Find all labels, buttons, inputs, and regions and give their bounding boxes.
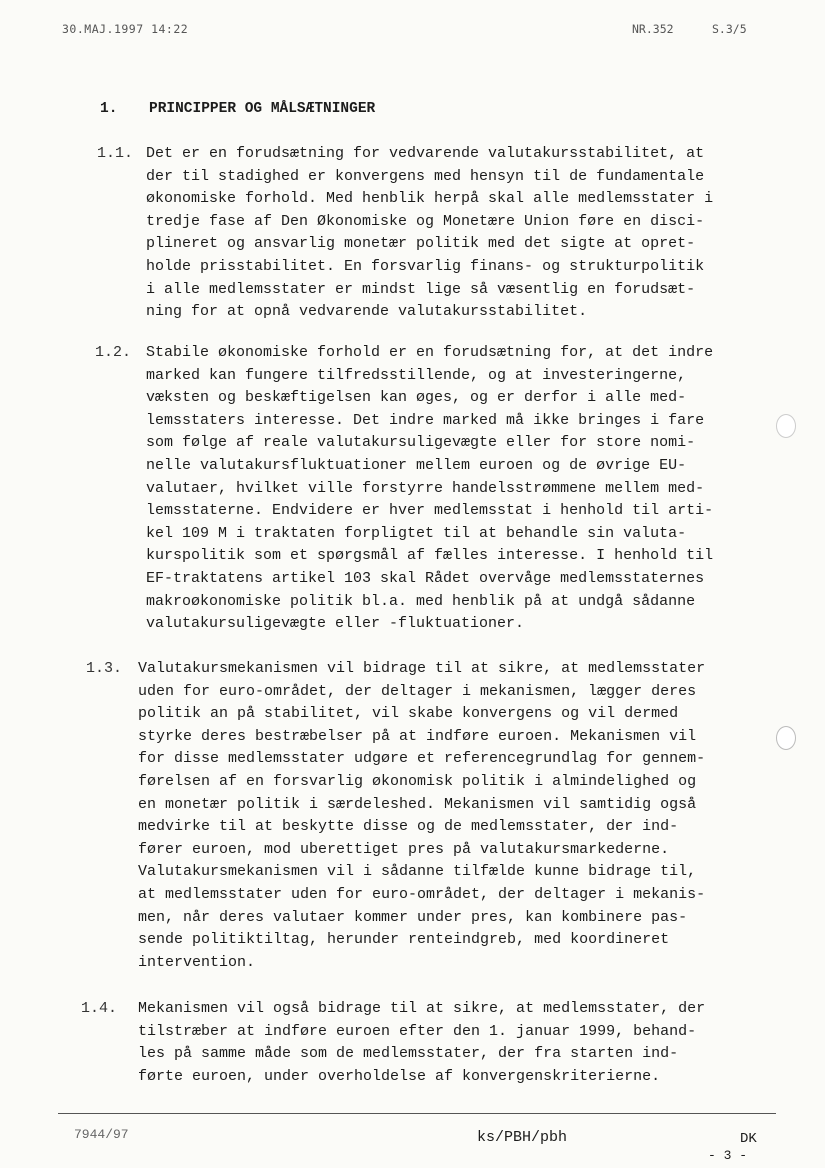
paragraph-1-2: [95, 342, 714, 636]
paragraph-line: økonomiske forhold. Med henblik herpå skal alle medlemsstater i: [146, 190, 714, 208]
paragraph-line: tilstræber at indføre euroen efter den 1. januar 1999, behand-: [138, 1022, 697, 1040]
section-title: PRINCIPPER OG MÅLSÆTNINGER: [149, 101, 376, 117]
paragraph-number: 1.4.: [81, 1000, 118, 1017]
paragraph-line: fører euroen, mod uberettiget pres på valutakursmarkederne.: [138, 840, 670, 858]
paragraph-line: les på samme måde som de medlemsstater, der fra starten ind-: [138, 1045, 679, 1063]
paragraph-line: nelle valutakursfluktuationer mellem euroen og de øvrige EU-: [146, 456, 687, 474]
paragraph-line: marked kan fungere tilfredsstillende, og at investeringerne,: [146, 366, 687, 384]
paragraph-line: tredje fase af Den Økonomiske og Monetære Union føre en disci-: [146, 212, 705, 230]
paragraph-line: i alle medlemsstater er mindst lige så væsentlig en forudsæt-: [146, 280, 696, 298]
paragraph-line: Det er en forudsætning for vedvarende valutakursstabilitet, at: [146, 145, 705, 162]
paragraph-line: medvirke til at beskytte disse og de medlemsstater, der ind-: [138, 818, 679, 836]
fax-page: S.3/5: [712, 22, 747, 36]
paragraph-1-1: [97, 143, 714, 324]
paragraph-line: væksten og beskæftigelsen kan øges, og er derfor i alle med-: [146, 389, 687, 407]
fax-header: [0, 22, 825, 42]
footer-divider: [58, 1113, 776, 1114]
paragraph-line: kurspolitik som et spørgsmål af fælles interesse. I henhold til: [146, 547, 714, 565]
paragraph-line: som følge af reale valutakursuligevægte eller for store nomi-: [146, 434, 696, 452]
paragraph-line: for disse medlemsstater udgøre et referencegrundlag for gennem-: [138, 750, 706, 768]
paragraph-number: 1.3.: [86, 660, 123, 677]
paragraph-number: 1.1.: [97, 145, 134, 162]
paragraph-line: makroøkonomiske politik bl.a. med henblik på at undgå sådanne: [146, 592, 696, 610]
punch-hole: [776, 726, 796, 750]
paragraph-line: en monetær politik i særdeleshed. Mekanismen vil samtidig også: [138, 795, 697, 813]
footer-reference: 7944/97: [74, 1127, 129, 1142]
paragraph-line: men, når deres valutaer kommer under pres, kan kombinere pas-: [138, 908, 688, 926]
paragraph-line: der til stadighed er konvergens med hensyn til de fundamentale: [146, 167, 705, 185]
paragraph-line: ning for at opnå vedvarende valutakursstabilitet.: [146, 303, 588, 321]
section-heading: [100, 101, 375, 117]
paragraph-line: at medlemsstater uden for euro-området, der deltager i mekanis-: [138, 885, 706, 903]
paragraph-line: Mekanismen vil også bidrage til at sikre, at medlemsstater, der: [138, 1000, 706, 1017]
paragraph-number: 1.2.: [95, 344, 132, 361]
punch-hole: [776, 414, 796, 438]
footer-initials: ks/PBH/pbh: [477, 1129, 568, 1146]
paragraph-line: Valutakursmekanismen vil bidrage til at sikre, at medlemsstater: [138, 660, 706, 677]
paragraph-1-4: [81, 998, 706, 1088]
paragraph-1-3: [86, 658, 706, 974]
fax-number: NR.352: [632, 22, 674, 36]
paragraph-line: valutakursuligevægte eller -fluktuationer.: [146, 615, 525, 633]
paragraph-line: plineret og ansvarlig monetær politik med det sigte at opret-: [146, 235, 696, 253]
paragraph-line: Stabile økonomiske forhold er en forudsætning for, at det indre: [146, 344, 714, 361]
paragraph-line: valutaer, hvilket ville forstyrre handelsstrømmene mellem med-: [146, 479, 705, 497]
paragraph-line: uden for euro-området, der deltager i mekanismen, lægger deres: [138, 682, 697, 700]
fax-datetime: 30.MAJ.1997 14:22: [62, 22, 189, 36]
paragraph-line: kel 109 M i traktaten forpligtet til at behandle sin valuta-: [146, 524, 687, 542]
paragraph-line: intervention.: [138, 953, 256, 971]
paragraph-line: holde prisstabilitet. En forsvarlig finans- og strukturpolitik: [146, 257, 705, 275]
paragraph-line: førelsen af en forsvarlig økonomisk politik i almindelighed og: [138, 772, 697, 790]
paragraph-line: Valutakursmekanismen vil i sådanne tilfælde kunne bidrage til,: [138, 863, 697, 881]
section-number: 1.: [100, 101, 118, 117]
paragraph-line: lemsstaters interesse. Det indre marked må ikke bringes i fare: [146, 411, 705, 429]
paragraph-line: lemsstaterne. Endvidere er hver medlemsstat i henhold til arti-: [146, 502, 714, 520]
paragraph-line: EF-traktatens artikel 103 skal Rådet overvåge medlemsstaternes: [146, 569, 705, 587]
paragraph-line: styrke deres bestræbelser på at indføre euroen. Mekanismen vil: [138, 727, 697, 745]
footer-language: DK: [740, 1131, 757, 1147]
paragraph-line: sende politiktiltag, herunder renteindgreb, med koordineret: [138, 931, 670, 949]
footer-page-number: - 3 -: [708, 1148, 748, 1163]
paragraph-line: førte euroen, under overholdelse af konvergenskriterierne.: [138, 1067, 661, 1085]
paragraph-line: politik an på stabilitet, vil skabe konvergens og vil dermed: [138, 705, 679, 723]
